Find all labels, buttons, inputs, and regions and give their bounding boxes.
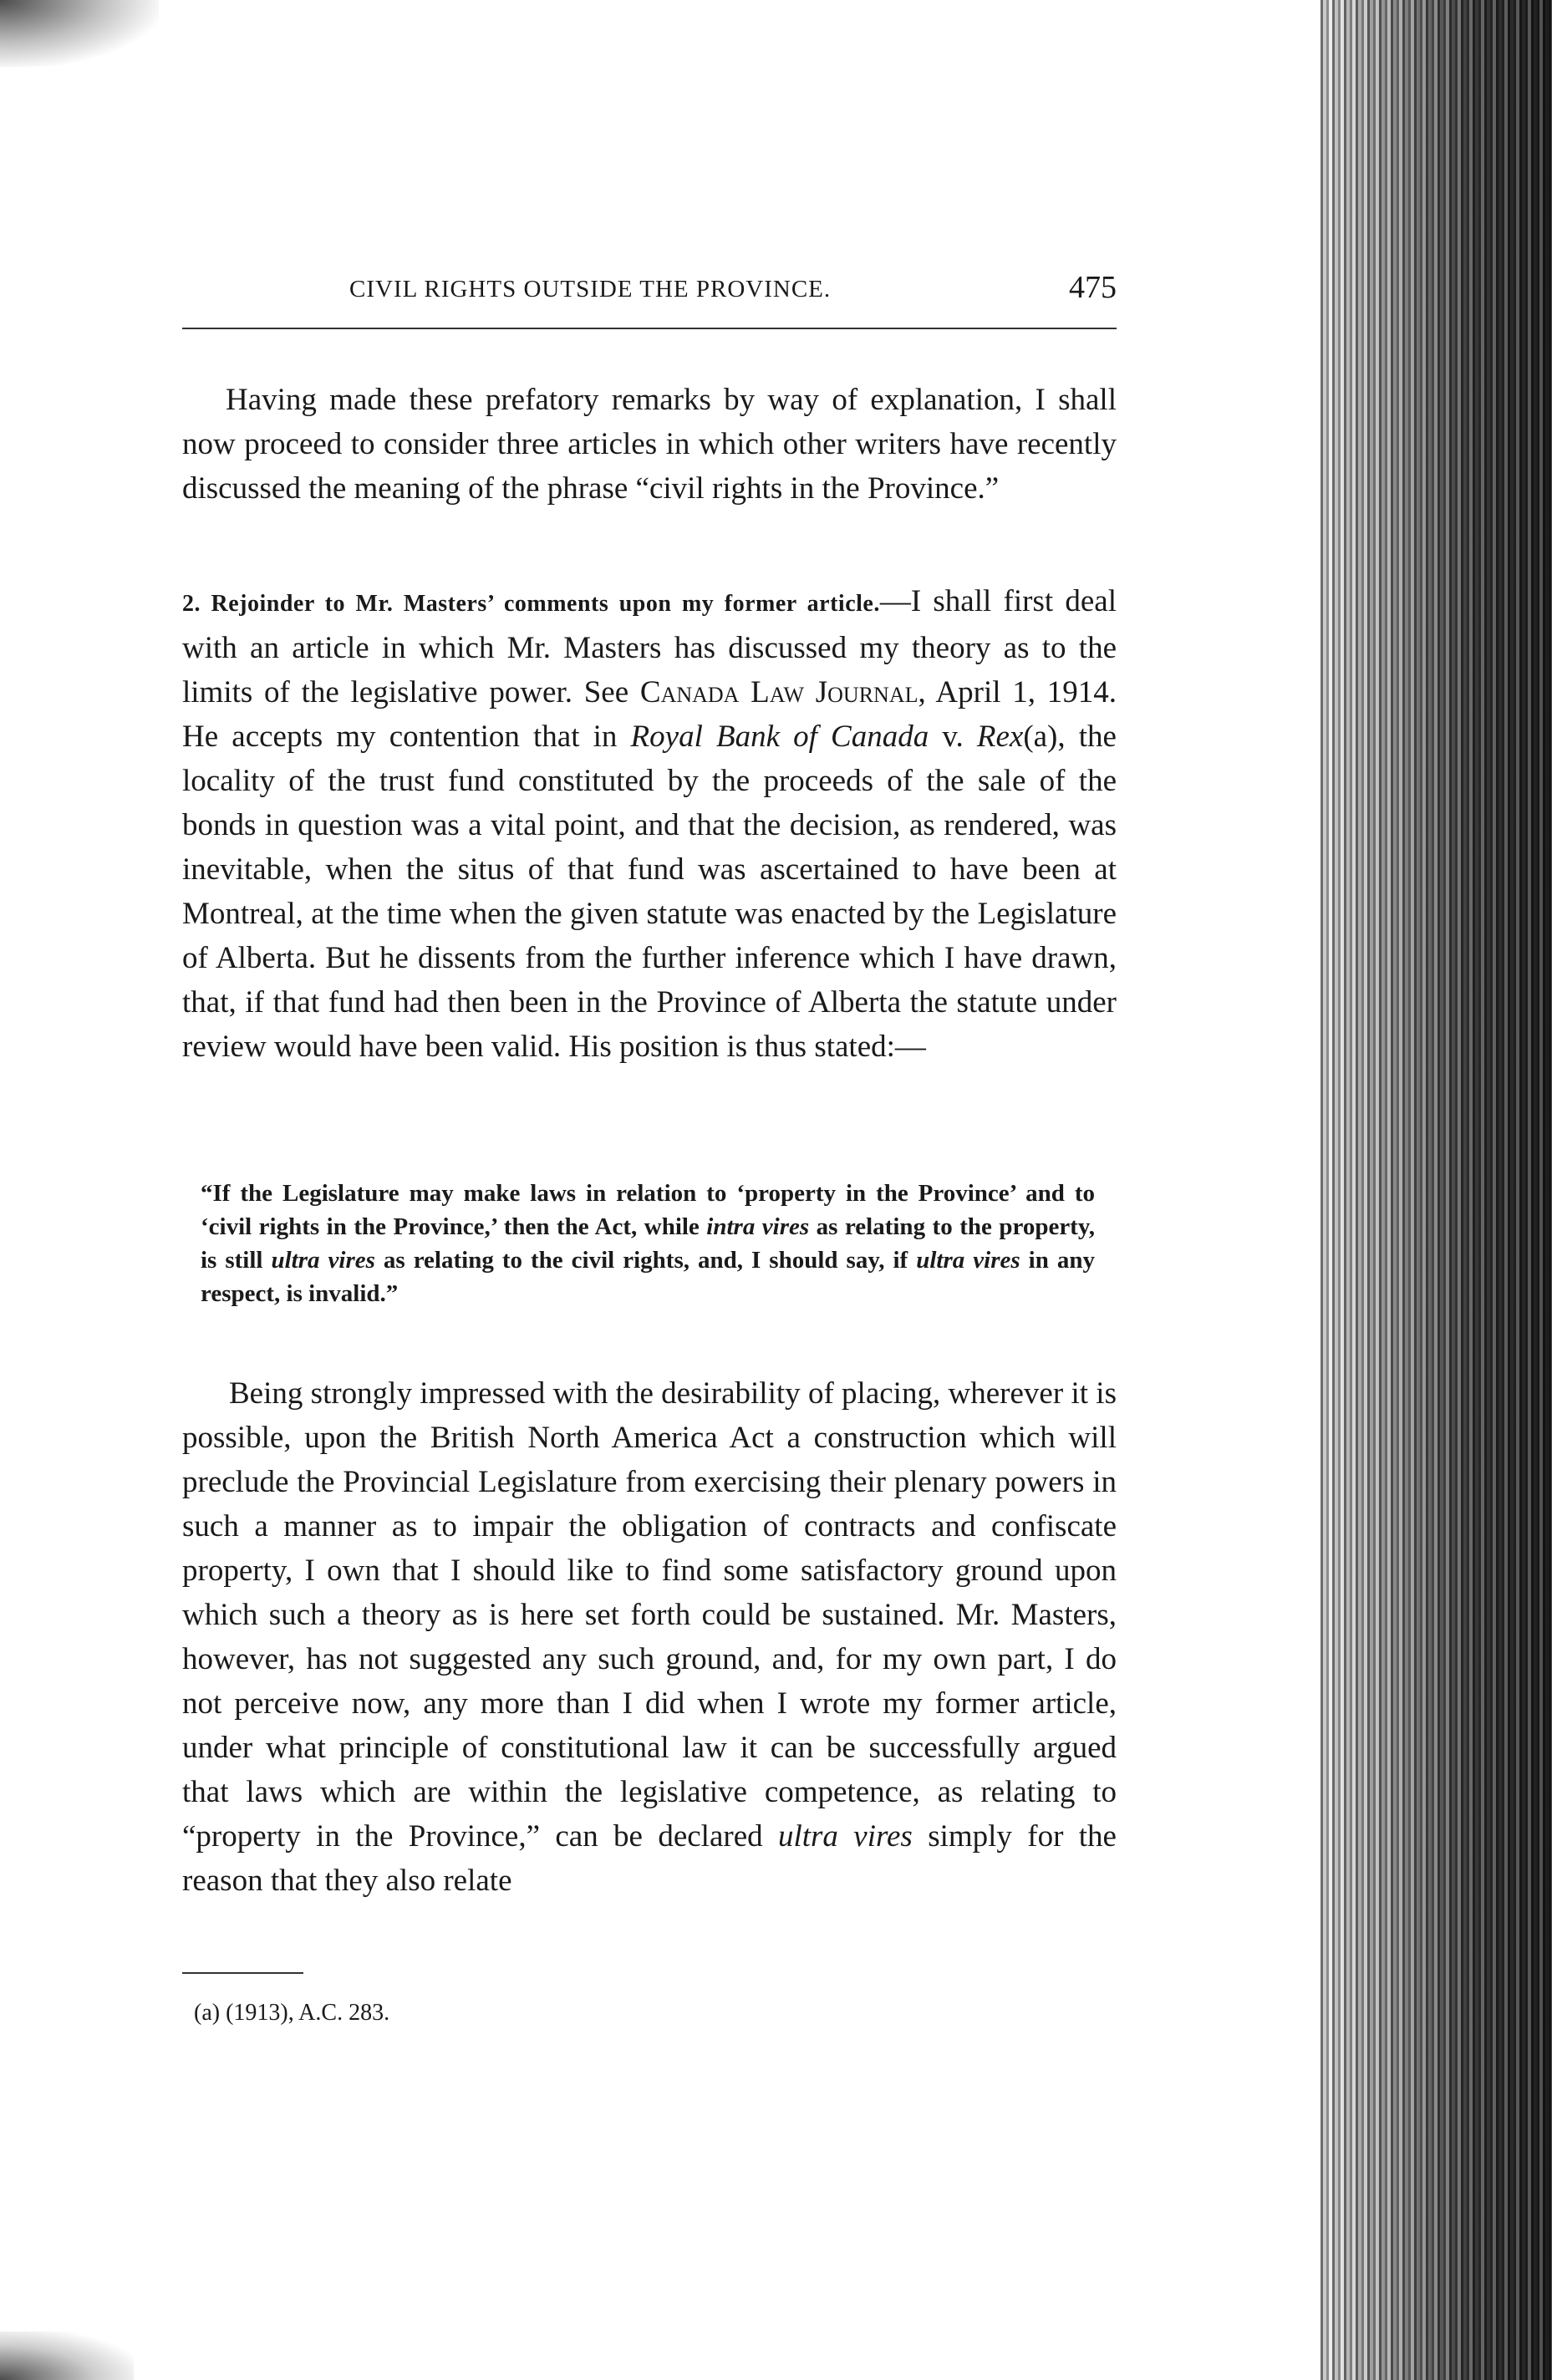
section-text-a: —I shall first deal with an article in which Mr. Masters has discussed my theory as to the limits of the legislative power. See xyxy=(182,584,1117,709)
paragraph-prefatory-text: Having made these prefatory remarks by way of explanation, I shall now proceed to consider three articles in which other writers have recently discussed the meaning of the phrase “civil rights in the Province.” xyxy=(182,383,1117,506)
header-rule xyxy=(182,328,1117,329)
paragraph-prefatory xyxy=(182,378,1117,511)
case-rex: Rex xyxy=(976,720,1024,754)
quote-text-c: as relating to the civil rights, and, I should say, if xyxy=(374,1247,917,1274)
quote-text-a: “If the Legislature may make laws in relation to ‘property in the Province’ and to ‘civil rights in the Province,’ then the Act, while xyxy=(201,1180,1095,1240)
block-quote xyxy=(201,1177,1095,1310)
quote-intra-vires: intra vires xyxy=(706,1213,810,1240)
footnote: (a) (1913), A.C. 283. xyxy=(194,2000,390,2026)
paragraph-construction-text-b: simply for the reason that they also relate xyxy=(182,1819,1117,1898)
quote-text-b: as relating to the property, is still xyxy=(201,1213,1095,1274)
case-name: Royal Bank of Canada xyxy=(630,720,929,754)
scan-smudge-bottom-left xyxy=(0,2332,134,2380)
footnote-rule xyxy=(182,1972,303,1974)
journal-name: Canada Law Journal xyxy=(639,675,918,709)
scanned-page-edge xyxy=(1320,0,1552,2380)
section-text-c: v. xyxy=(929,720,977,754)
section-rejoinder xyxy=(182,579,1117,1069)
paragraph-construction-text-a: Being strongly impressed with the desirability of placing, wherever it is possible, upon the British North America Act a construction which will preclude the Provincial Legislature from exercising their plenary powers in such a manner as to impair the obligation of contracts and confiscate property, I own that I should like to find some satisfactory ground upon which such a theory as is here set forth could be sustained. Mr. Masters, however, has not suggested any such ground, and, for my own part, I do not perceive now, any more than I did when I wrote my former article, under what principle of constitutional law it can be successfully argued that laws which are within the legislative competence, as relating to “property in the Province,” can be declared xyxy=(182,1376,1117,1854)
section-text-d: (a), the locality of the trust fund constituted by the proceeds of the sale of the bonds in question was a vital point, and that the decision, as rendered, was inevitable, when the situs of that fund was ascertained to have been at Montreal, at the time when the given statute was enacted by the Legislature of Alberta. But he dissents from the further inference which I have drawn, that, if that fund had then been in the Province of Alberta the statute under review would have been valid. His position is thus stated:— xyxy=(182,720,1117,1064)
paragraph-ultra-vires: ultra vires xyxy=(777,1819,913,1854)
scan-smudge-top-left xyxy=(0,0,159,67)
page-number: 475 xyxy=(1069,270,1117,305)
section-heading: 2. Rejoinder to Mr. Masters’ comments upon my former article. xyxy=(182,591,880,617)
section-text-b: , April 1, 1914. He accepts my contention that in xyxy=(182,675,1117,754)
quote-ultra-vires-2: ultra vires xyxy=(916,1247,1020,1274)
page-header xyxy=(182,269,1117,319)
paragraph-construction xyxy=(182,1371,1117,1903)
quote-ultra-vires-1: ultra vires xyxy=(271,1247,375,1274)
quote-text-d: in any respect, is invalid.” xyxy=(201,1247,1095,1307)
running-head: CIVIL RIGHTS OUTSIDE THE PROVINCE. xyxy=(349,276,832,303)
